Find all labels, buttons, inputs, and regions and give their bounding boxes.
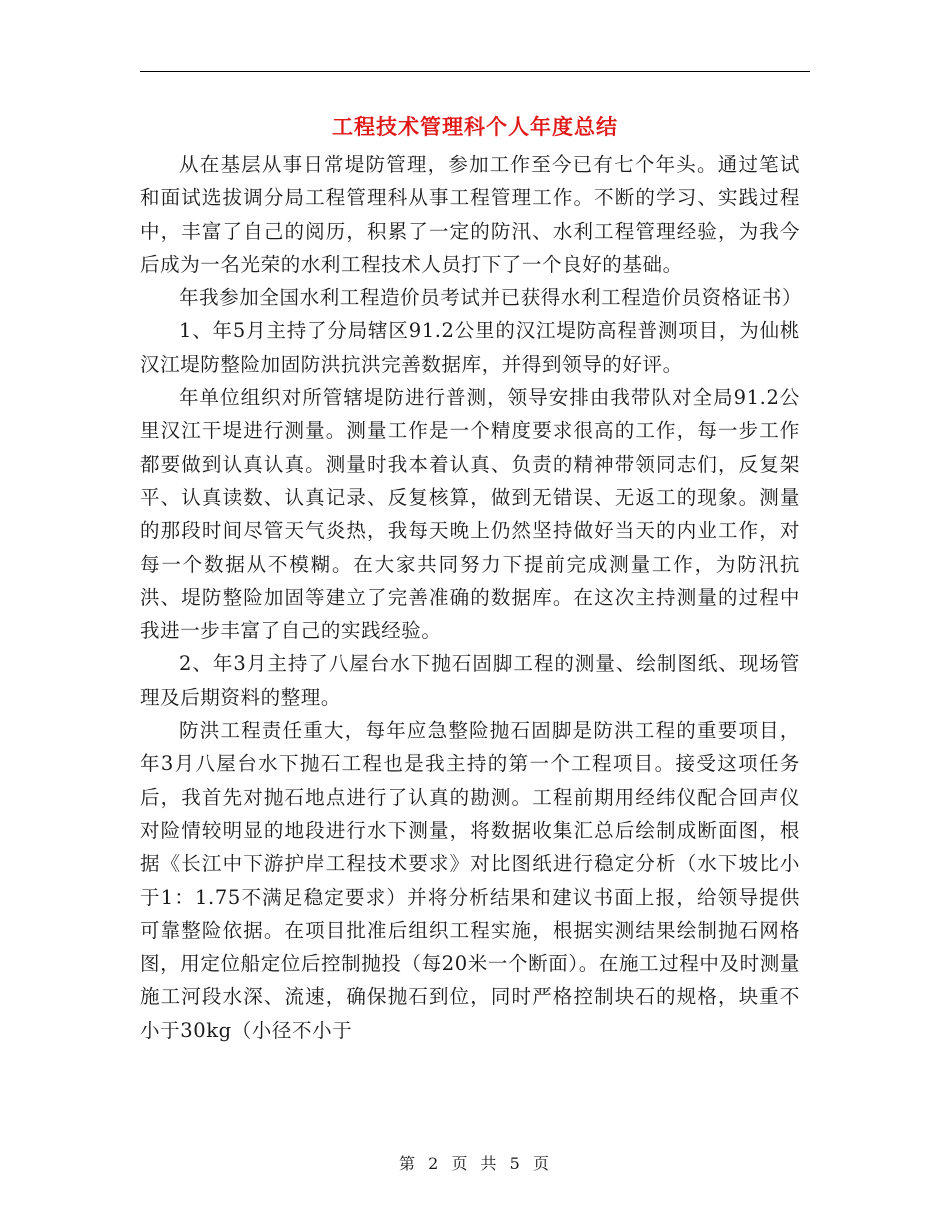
document-body	[140, 148, 803, 1047]
document-title: 工程技术管理科个人年度总结	[332, 114, 618, 139]
paragraph-flood-control: 防洪工程责任重大，每年应急整险抛石固脚是防洪工程的重要项目，年3月八屋台水下抛石工程也是我主持的第一个工程项目。接受这项任务后，我首先对抛石地点进行了认真的勘测。工程前期用经纬仪配合回声仪对险情较明显的地段进行水下测量，将数据收集汇总后绘制成断面图，根据《长江中下游护岸工程技术要求》对比图纸进行稳定分析（水下坡比小于1：1.75不满足稳定要求）并将分析结果和建议书面上报，给领导提供可靠整险依据。在项目批准后组织工程实施，根据实测结果绘制抛石网格图，用定位船定位后控制抛投（每20米一个断面）。在施工过程中及时测量施工河段水深、流速，确保抛石到位，同时严格控制块石的规格，块重不小于30kg（小径不小于	[140, 719, 800, 1042]
footer-total-pages: 5	[509, 1154, 522, 1173]
footer-page-word: 页	[451, 1154, 470, 1173]
footer-total-prefix: 共	[480, 1154, 499, 1173]
footer-suffix: 页	[532, 1154, 551, 1173]
header-rule	[140, 71, 810, 72]
page-footer	[0, 1152, 950, 1176]
paragraph-survey: 年单位组织对所管辖堤防进行普测，领导安排由我带队对全局91.2公里汉江干堤进行测量。测量工作是一个精度要求很高的工作，每一步工作都要做到认真认真。测量时我本着认真、负责的精神带领同志们，反复架平、认真读数、认真记录、反复核算，做到无错误、无返工的现象。测量的那段时间尽管天气炎热，我每天晚上仍然坚持做好当天的内业工作，对每一个数据从不模糊。在大家共同努力下提前完成测量工作，为防汛抗洪、堤防整险加固等建立了完善准确的数据库。在这次主持测量的过程中我进一步丰富了自己的实践经验。	[140, 386, 800, 643]
footer-current-page: 2	[428, 1154, 441, 1173]
paragraph-intro: 从在基层从事日常堤防管理，参加工作至今已有七个年头。通过笔试和面试选拔调分局工程管理科从事工程管理工作。不断的学习、实践过程中，丰富了自己的阅历，积累了一定的防汛、水利工程管理经验，为我今后成为一名光荣的水利工程技术人员打下了一个良好的基础。	[140, 153, 800, 276]
paragraph-certificate: 年我参加全国水利工程造价员考试并已获得水利工程造价员资格证书）	[179, 286, 803, 310]
footer-prefix: 第	[399, 1154, 418, 1173]
paragraph-item-2: 2、年3月主持了八屋台水下抛石固脚工程的测量、绘制图纸、现场管理及后期资料的整理。	[140, 652, 800, 709]
paragraph-item-1: 1、年5月主持了分局辖区91.2公里的汉江堤防高程普测项目，为仙桃汉江堤防整险加固防洪抗洪完善数据库，并得到领导的好评。	[140, 319, 800, 376]
